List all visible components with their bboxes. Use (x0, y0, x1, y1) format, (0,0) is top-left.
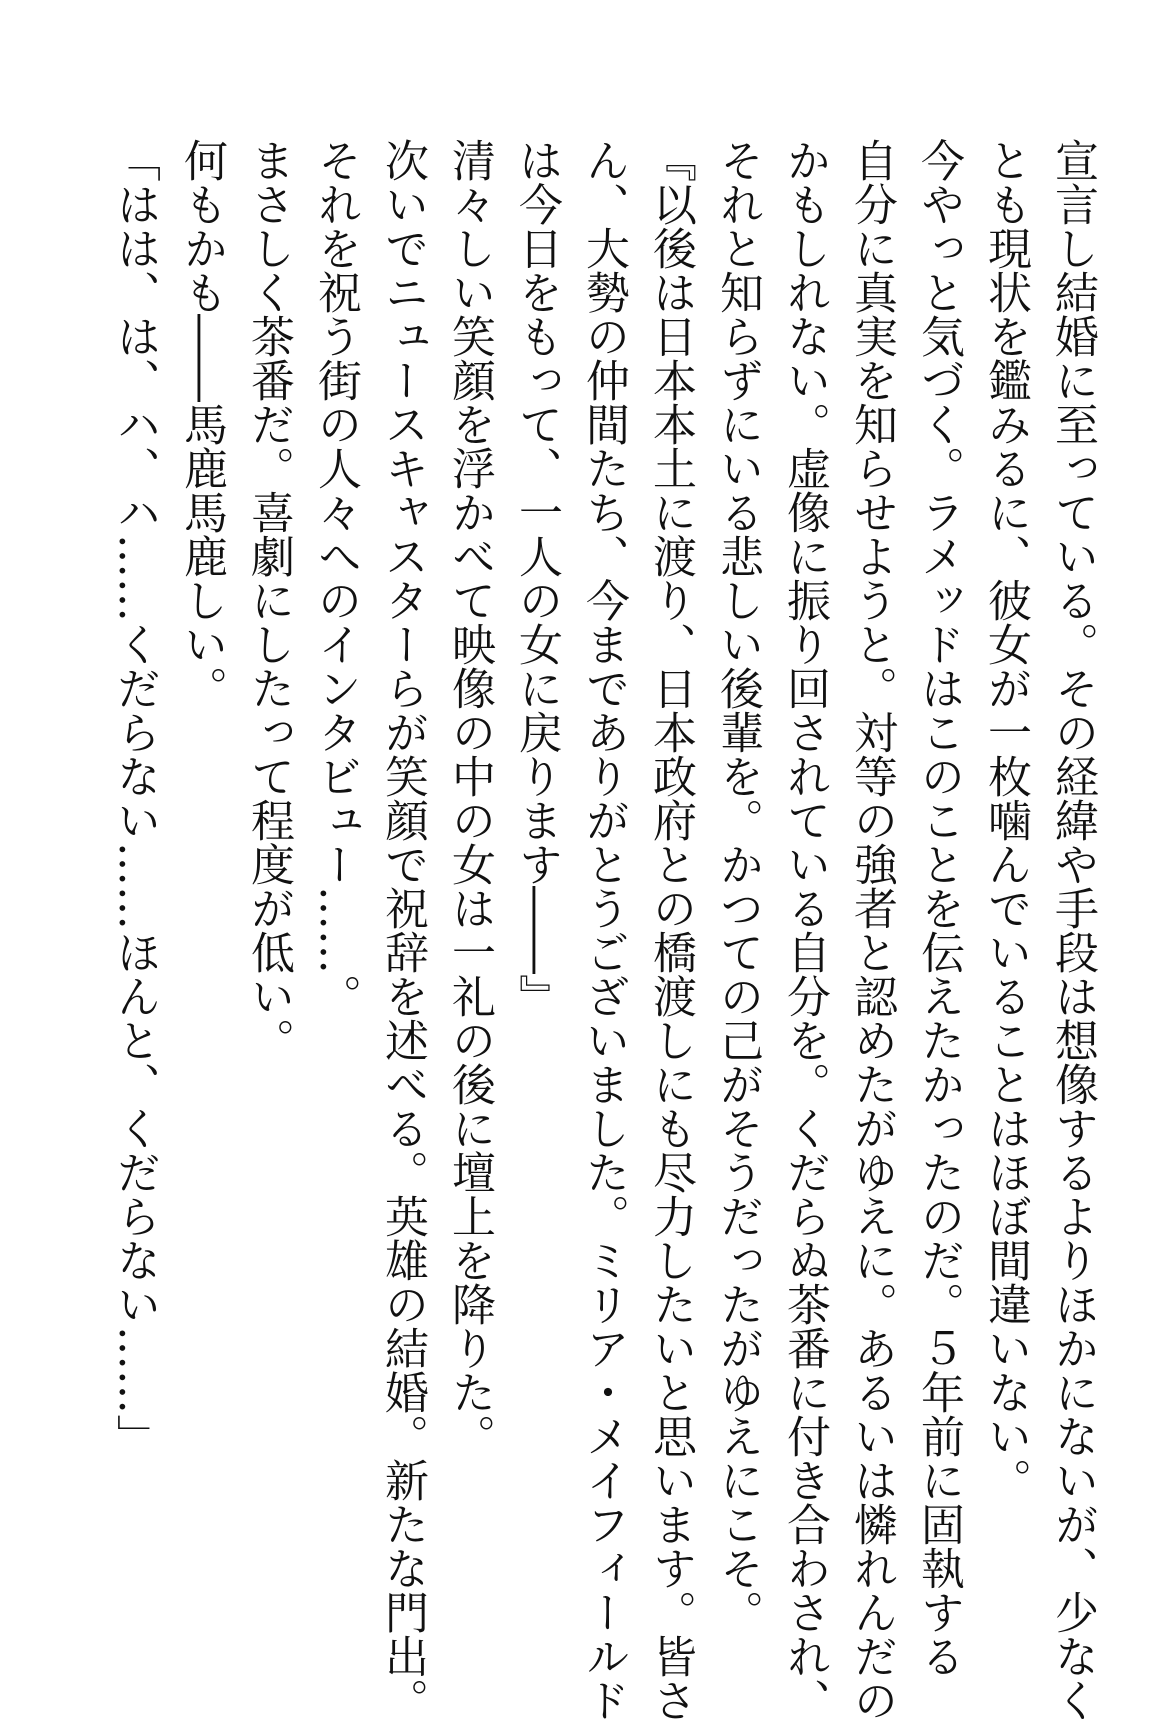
text-line-5: かもしれない。虚像に振り回されている自分を。くだらぬ茶番に付き合わされ、 (779, 138, 830, 1722)
text-line-15: 「はは、は、ハ、ハ……くだらない……ほんと、くだらない……」 (109, 138, 160, 1458)
text-line-12: それを祝う街の人々へのインタビュー……。 (310, 138, 361, 1018)
text-line-11: 次いでニュースキャスターらが笑顔で祝辞を述べる。英雄の結婚。新たな門出。 (377, 138, 428, 1722)
text-line-10: 清々しい笑顔を浮かべて映像の中の女は一礼の後に壇上を降りた。 (444, 138, 495, 1458)
vertical-text-body (101, 138, 1106, 1722)
text-line-1: 宣言し結婚に至っている。その経緯や手段は想像するよりほかにないが、少なく (1047, 138, 1098, 1722)
text-line-13: まさしく茶番だ。喜劇にしたって程度が低い。 (243, 138, 294, 1062)
text-line-7: 『以後は日本本土に渡り、日本政府との橋渡しにも尽力したいと思います。皆さ (645, 138, 696, 1722)
text-line-8: ん、大勢の仲間たち、今までありがとうございました。ミリア・メイフィールド (578, 138, 629, 1722)
text-line-4: 自分に真実を知らせようと。対等の強者と認めたがゆえに。あるいは憐れんだの (846, 138, 897, 1722)
text-line-14: 何もかも――馬鹿馬鹿しい。 (176, 138, 227, 710)
text-line-6: それと知らずにいる悲しい後輩を。かつての己がそうだったがゆえにこそ。 (712, 138, 763, 1634)
text-line-9: は今日をもって、一人の女に戻ります――』 (511, 138, 562, 1018)
text-line-2: とも現状を鑑みるに、彼女が一枚噛んでいることはほぼ間違いない。 (980, 138, 1031, 1502)
text-line-3: 今やっと気づく。ラメッドはこのことを伝えたかったのだ。５年前に固執する (913, 138, 964, 1678)
